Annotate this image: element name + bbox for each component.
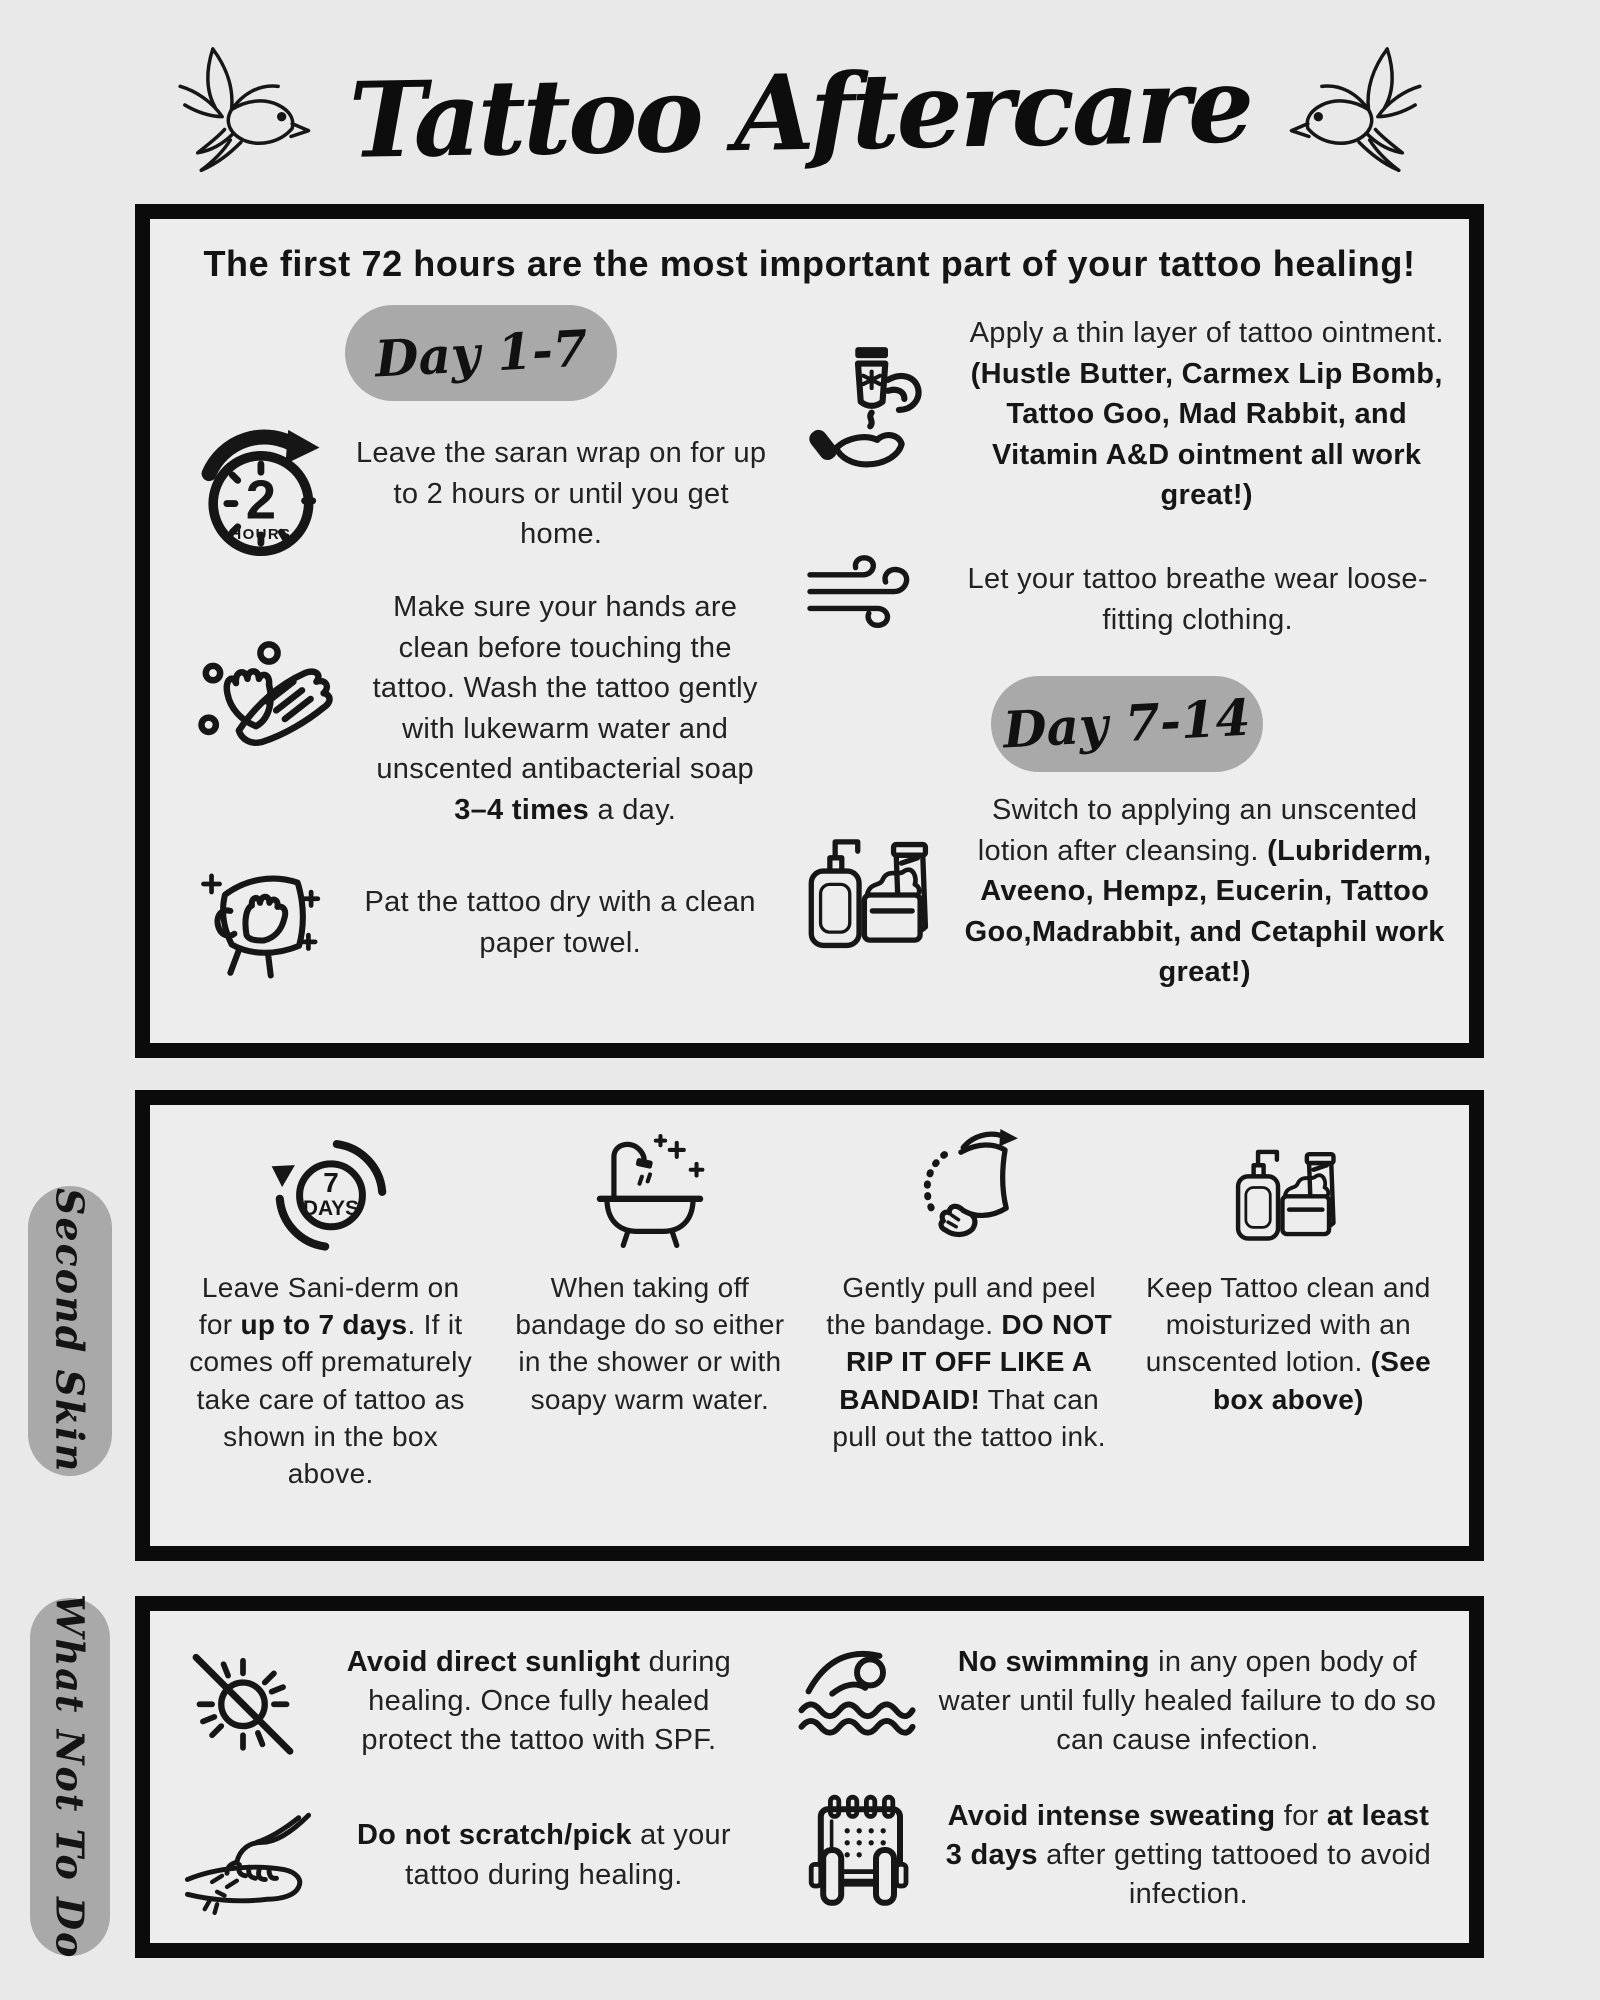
swallow-bird-right-icon xyxy=(1265,42,1430,182)
second-skin-side-label xyxy=(28,1186,112,1476)
peel-bandage-column xyxy=(823,1127,1116,1530)
ointment-tube-hand-icon xyxy=(798,339,948,489)
keep-clean-text: Keep Tattoo clean and moisturized with an unscented lotion. (See box above) xyxy=(1145,1272,1431,1415)
box1-heading: The first 72 hours are the most important part of your tattoo healing! xyxy=(203,243,1416,284)
pat-dry-item xyxy=(190,849,772,997)
day-1-7-badge xyxy=(345,305,617,401)
box1-columns xyxy=(190,295,1445,997)
avoid-sweating-text: Avoid intense sweating for at least 3 days after getting tattooed to avoid infection. xyxy=(945,1799,1432,1911)
avoid-sunlight-text: Avoid direct sunlight during healing. Once fully healed protect the tattoo with SPF. xyxy=(346,1645,732,1757)
apply-ointment-text: Apply a thin layer of tattoo ointment. (Hustle Butter, Carmex Lip Bomb, Tattoo Goo, Mad Rabbit, and Vitamin A&D ointment all work great!) xyxy=(969,317,1444,512)
no-swimming-text: No swimming in any open body of water until fully healed failure to do so can cause infection. xyxy=(938,1645,1437,1757)
washing-hands-icon xyxy=(190,630,348,788)
icon-slot xyxy=(586,1127,714,1259)
no-scratching-text: Do not scratch/pick at your tattoo during healing. xyxy=(356,1819,731,1891)
pat-dry-text: Pat the tattoo dry with a clean paper towel. xyxy=(364,885,756,959)
bandage-removal-text: When taking off bandage do so either in the shower or with soapy warm water. xyxy=(515,1272,785,1415)
clock-number-label: 2 xyxy=(245,469,277,531)
second-skin-box xyxy=(135,1090,1484,1561)
avoid-sunlight-item xyxy=(180,1633,758,1770)
page-title: Tattoo Aftercare xyxy=(347,42,1253,182)
lotion-products-icon xyxy=(798,818,944,964)
page-header xyxy=(90,22,1510,202)
swallow-bird-left-icon xyxy=(170,42,335,182)
no-sun-icon xyxy=(180,1639,306,1765)
clock-unit-label: HOURS xyxy=(230,526,292,543)
wash-hands-item xyxy=(190,587,772,831)
switch-lotion-item xyxy=(798,790,1455,993)
saran-wrap-item xyxy=(190,419,772,569)
paper-towel-icon xyxy=(190,849,338,997)
no-swimming-item xyxy=(792,1633,1439,1770)
apply-ointment-item xyxy=(798,313,1455,516)
what-not-to-do-box xyxy=(135,1596,1484,1958)
first-72-hours-box xyxy=(135,204,1484,1058)
no-scratching-item xyxy=(180,1784,758,1927)
breathe-item xyxy=(798,534,1455,666)
icon-slot xyxy=(1227,1127,1349,1259)
what-not-to-do-side-label xyxy=(30,1594,110,1960)
second-skin-label-text: Second Skin xyxy=(47,1188,93,1474)
bandage-removal-column xyxy=(503,1127,796,1530)
second-skin-columns xyxy=(184,1127,1435,1530)
icon-slot xyxy=(267,1127,395,1259)
seven-days-cycle-icon xyxy=(267,1129,395,1257)
day-7-14-badge-label: Day 7-14 xyxy=(1001,688,1252,760)
avoid-sweating-item xyxy=(792,1784,1439,1927)
saran-wrap-text: Leave the saran wrap on for up to 2 hours or until you get home. xyxy=(355,437,767,551)
scratching-hand-icon xyxy=(180,1788,316,1924)
what-not-to-do-label-text: What Not To Do xyxy=(47,1594,93,1960)
icon-slot xyxy=(905,1127,1033,1259)
saniderm-duration-column xyxy=(184,1127,477,1530)
calendar-dumbbell-icon xyxy=(792,1790,924,1922)
what-not-to-do-grid xyxy=(180,1633,1439,1927)
day-7-14-badge xyxy=(991,676,1263,772)
peel-bandage-text: Gently pull and peel the bandage. DO NOT RIP IT OFF LIKE A BANDAID! That can pull out the tattoo ink. xyxy=(826,1272,1113,1452)
wind-breathe-icon xyxy=(798,534,930,666)
swimmer-icon xyxy=(792,1637,922,1767)
days-unit-label: DAYS xyxy=(302,1197,359,1221)
days-number-label: 7 xyxy=(322,1166,339,1198)
day-1-7-badge-label: Day 1-7 xyxy=(373,317,589,389)
saniderm-duration-text: Leave Sani-derm on for up to 7 days. If it comes off prematurely take care of tattoo as shown in the box above. xyxy=(189,1272,473,1490)
peel-bandage-icon xyxy=(905,1129,1033,1257)
keep-clean-column xyxy=(1142,1127,1435,1530)
bathtub-icon xyxy=(586,1129,714,1257)
day-1-7-column xyxy=(190,295,772,997)
two-hour-clock-icon xyxy=(190,419,340,569)
switch-lotion-text: Switch to applying an unscented lotion after cleansing. (Lubriderm, Aveeno, Hempz, Eucerin, Tattoo Goo,Madrabbit, and Cetaphil work great!) xyxy=(964,793,1445,989)
wash-hands-text: Make sure your hands are clean before touching the tattoo. Wash the tattoo gently with lukewarm water and unscented antibacterial soap 3–4 times a day. xyxy=(372,591,758,826)
breathe-text: Let your tattoo breathe wear loose-fitting clothing. xyxy=(967,563,1428,636)
lotion-products-icon xyxy=(1227,1132,1349,1254)
ointment-column xyxy=(798,295,1455,997)
